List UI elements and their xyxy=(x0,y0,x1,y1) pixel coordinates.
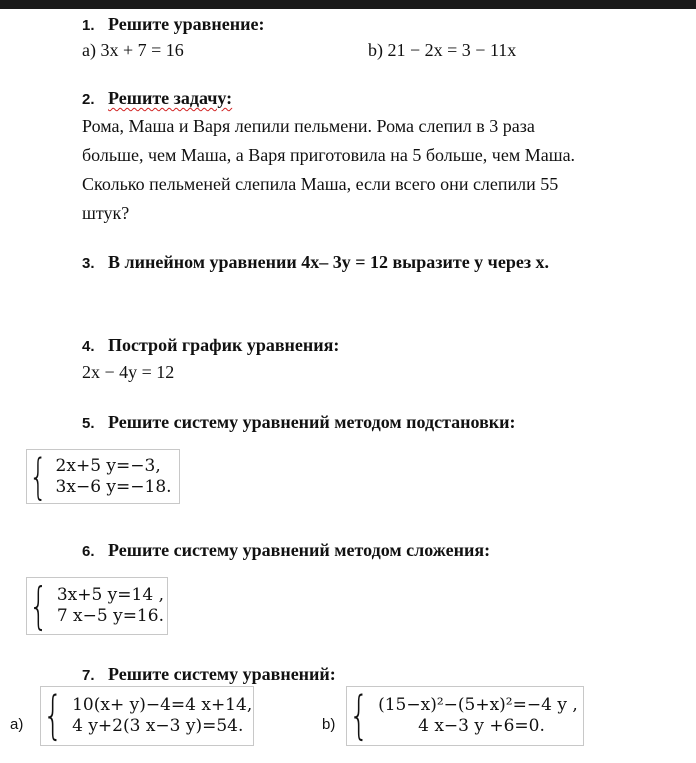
task-number: 5. xyxy=(82,415,95,432)
task-number: 2. xyxy=(82,91,95,108)
equation-a: а) 3x + 7 = 16 xyxy=(82,40,184,60)
system-line: 3x+5 y=14 , xyxy=(56,585,164,605)
system-line: 2x+5 y=−3, xyxy=(55,455,161,476)
task-title: Решите систему уравнений методом подстановки: xyxy=(108,412,516,432)
task-number: 6. xyxy=(82,543,95,560)
problem-line: Рома, Маша и Варя лепили пельмени. Рома слепил в 3 раза xyxy=(82,116,535,136)
system-line: (15−x)²−(5+x)²=−4 y , xyxy=(378,695,578,715)
task-6 xyxy=(82,540,490,561)
task-title: В линейном уравнении 4x– 3y = 12 выразите y через x. xyxy=(108,252,550,272)
brace-icon: { xyxy=(43,686,63,746)
equation-b: b) 21 − 2x = 3 − 11x xyxy=(368,40,517,60)
system-line: 10(x+ y)−4=4 x+14, xyxy=(72,695,253,715)
problem-line: больше, чем Маша, а Варя приготовила на 5 больше, чем Маша. xyxy=(82,145,576,165)
top-bar xyxy=(0,0,696,9)
system-6 xyxy=(26,577,168,635)
system-7b xyxy=(346,686,584,746)
system-line: 3x−6 y=−18. xyxy=(55,476,172,497)
task-title: Решите систему уравнений методом сложения: xyxy=(108,540,491,560)
system-line: 4 y+2(3 x−3 y)=54. xyxy=(72,716,244,736)
task-title: Построй график уравнения: xyxy=(108,335,340,355)
label-a: а) xyxy=(10,716,24,733)
task-number: 3. xyxy=(82,255,95,272)
task-1 xyxy=(82,14,264,35)
task-title: Решите систему уравнений: xyxy=(108,664,336,684)
system-5 xyxy=(26,449,180,504)
task-2 xyxy=(82,88,232,109)
graph-equation: 2x − 4y = 12 xyxy=(82,362,175,382)
system-7a xyxy=(40,686,254,746)
problem-line: штук? xyxy=(82,203,130,223)
task-3 xyxy=(82,252,549,273)
task-5 xyxy=(82,412,516,433)
task-4 xyxy=(82,335,339,356)
brace-icon: { xyxy=(29,577,49,635)
system-line: 7 x−5 y=16. xyxy=(56,606,164,626)
brace-icon: { xyxy=(29,448,48,505)
task-title: Решите задачу: xyxy=(108,88,233,108)
task-number: 1. xyxy=(82,17,95,34)
word-problem xyxy=(82,112,682,228)
task-7 xyxy=(82,664,336,685)
problem-line: Сколько пельменей слепила Маша, если всего они слепили 55 xyxy=(82,174,559,194)
task-number: 7. xyxy=(82,667,95,684)
task-number: 4. xyxy=(82,338,95,355)
label-b: b) xyxy=(322,716,336,733)
system-line: 4 x−3 y +6=0. xyxy=(418,716,545,736)
brace-icon: { xyxy=(349,686,369,746)
task-title: Решите уравнение: xyxy=(108,14,265,34)
